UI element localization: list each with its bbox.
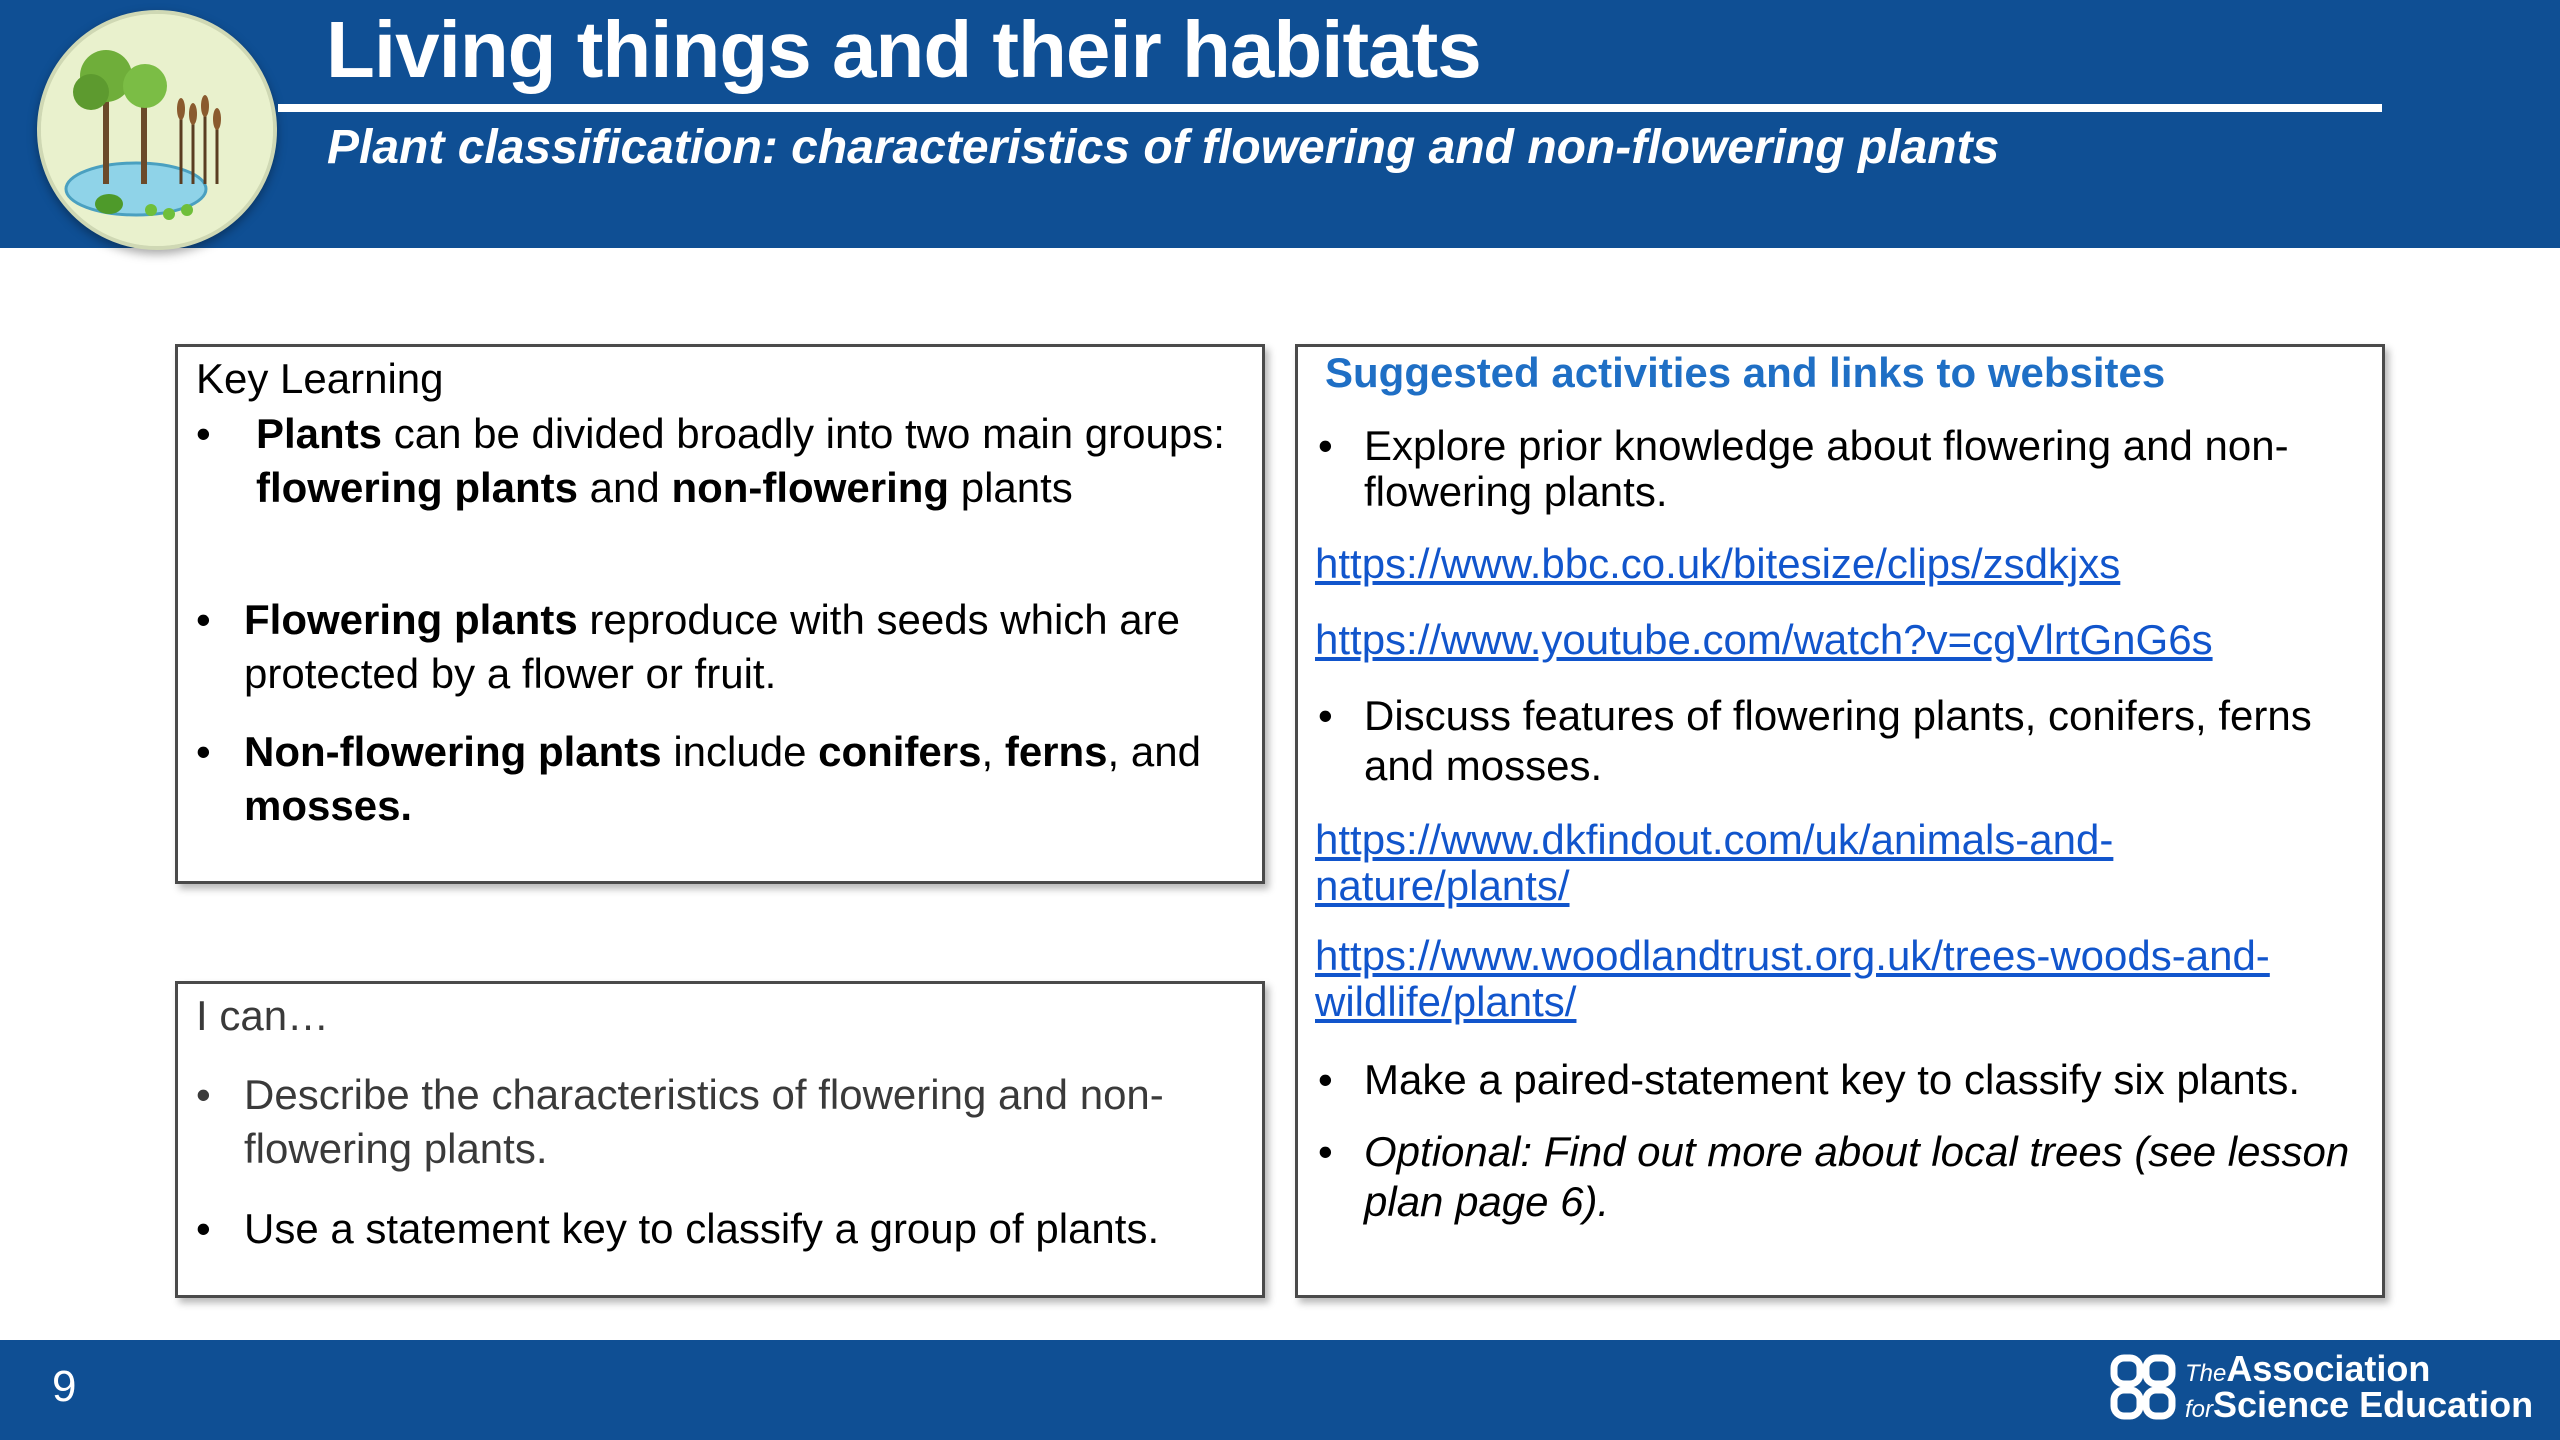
activity-text: Discuss features of flowering plants, conifers, ferns and mosses.	[1364, 692, 2312, 789]
activities-panel	[1295, 344, 2385, 1298]
org-name-line-2: forScience Education	[2185, 1384, 2534, 1425]
text-run: and	[578, 464, 672, 511]
activity-text: Make a paired-statement key to classify six plants.	[1364, 1056, 2301, 1103]
bold-term: Flowering plants	[244, 596, 578, 643]
bold-term: conifers	[818, 728, 982, 775]
header-banner	[0, 0, 2560, 248]
activity-text: Explore prior knowledge about flowering and non-flowering plants.	[1364, 422, 2289, 515]
bold-term: Plants	[256, 410, 383, 457]
i-can-text: Describe the characteristics of flowering and non-flowering plants.	[244, 1071, 1164, 1172]
rich-text	[244, 725, 1236, 833]
text-run: , and	[1107, 728, 1201, 775]
activity-text: Optional: Find out more about local trees (see lesson plan page 6).	[1364, 1128, 2350, 1225]
rich-text	[256, 407, 1236, 515]
bold-term: ferns	[1004, 728, 1108, 775]
text-run: ,	[981, 728, 1005, 775]
bbc-bitesize-link[interactable]: https://www.bbc.co.uk/bitesize/clips/zsdkjxs	[1315, 540, 2121, 587]
page-subtitle: Plant classification: characteristics of flowering and non-flowering plants	[327, 121, 2000, 174]
woodland-trust-link[interactable]: https://www.woodlandtrust.org.uk/trees-woods-and- wildlife/plants/	[1315, 932, 2270, 1025]
activity-item-2: • Discuss features of flowering plants, conifers, ferns and mosses.	[1318, 691, 2358, 791]
i-can-item-2: • Use a statement key to classify a group of plants.	[196, 1202, 1236, 1256]
bold-term: mosses.	[244, 782, 413, 829]
ase-logo-icon	[2110, 1354, 2176, 1420]
i-can-item-1: • Describe the characteristics of flowering and non-flowering plants.	[196, 1068, 1236, 1176]
footer-bar	[0, 1340, 2560, 1440]
org-name-line-1: TheAssociation	[2185, 1348, 2431, 1389]
key-learning-panel	[175, 344, 1265, 884]
i-can-panel	[175, 981, 1265, 1298]
key-learning-item-3: • Non-flowering plants include conifers, ferns, and mosses.	[196, 725, 1236, 833]
text-run: reproduce with seeds which are protected by a flower or fruit.	[244, 596, 1181, 697]
i-can-heading: I can…	[196, 992, 330, 1039]
dkfindout-link[interactable]: https://www.dkfindout.com/uk/animals-and- nature/plants/	[1315, 816, 2114, 909]
bold-term: non-flowering	[671, 464, 950, 511]
activity-item-4: • Optional: Find out more about local trees (see lesson plan page 6).	[1318, 1127, 2358, 1227]
bold-term: Non-flowering plants	[244, 728, 662, 775]
i-can-text: Use a statement key to classify a group of plants.	[244, 1205, 1160, 1252]
text-run: include	[661, 728, 819, 775]
page-number: 9	[52, 1362, 77, 1411]
activity-item-1: • Explore prior knowledge about flowering and non-flowering plants.	[1318, 423, 2358, 515]
bold-term: flowering plants	[256, 464, 579, 511]
page-title: Living things and their habitats	[326, 5, 1481, 94]
title-divider	[278, 104, 2382, 112]
activities-heading: Suggested activities and links to websites	[1325, 349, 2166, 396]
habitat-badge-icon	[37, 10, 277, 250]
key-learning-item-2: • Flowering plants reproduce with seeds which are protected by a flower or fruit.	[196, 593, 1236, 701]
text-run: can be divided broadly into two main groups:	[382, 410, 1225, 457]
activity-item-3: • Make a paired-statement key to classify six plants.	[1318, 1053, 2358, 1107]
rich-text	[244, 593, 1236, 701]
key-learning-item-1: • Plants can be divided broadly into two main groups: flowering plants and non-flowering plants	[196, 407, 1236, 515]
youtube-link[interactable]: https://www.youtube.com/watch?v=cgVlrtGnG6s	[1315, 616, 2213, 663]
key-learning-heading: Key Learning	[196, 355, 444, 402]
text-run: plants	[949, 464, 1073, 511]
